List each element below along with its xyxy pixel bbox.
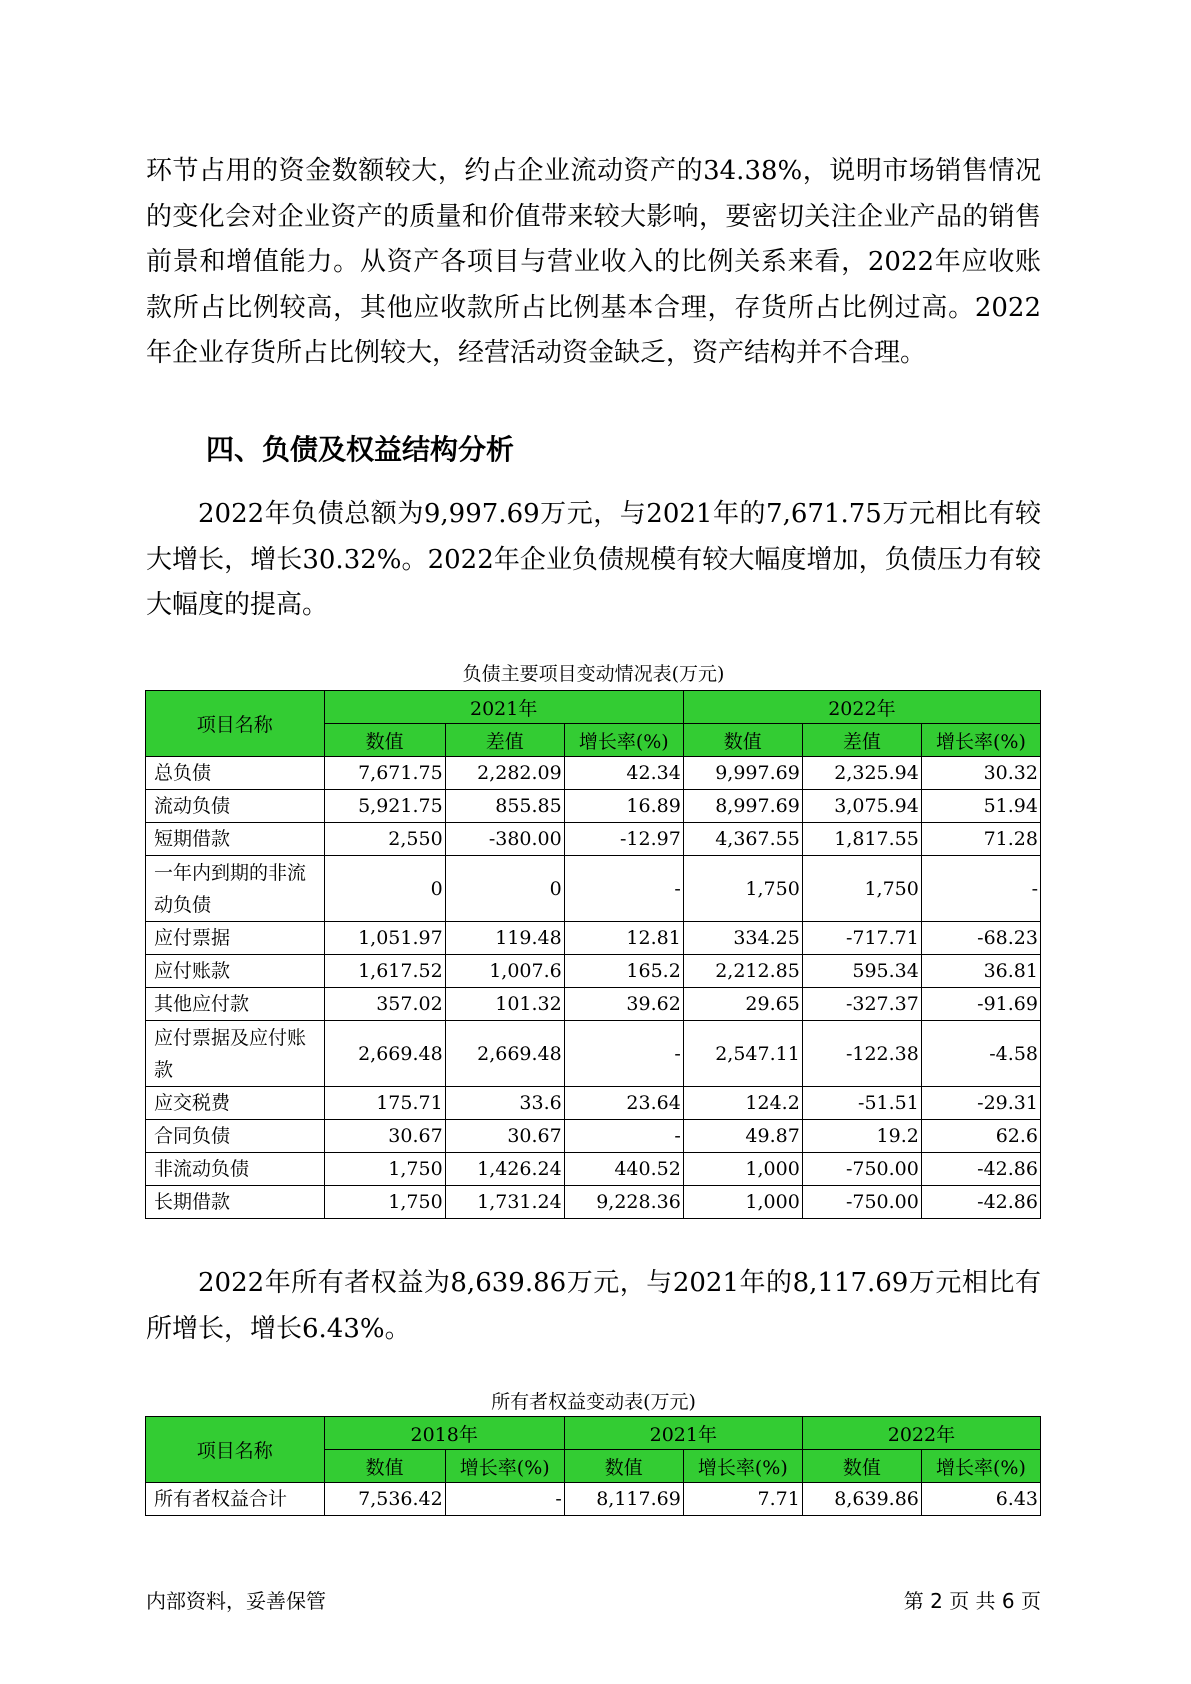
table-cell: 12.81 bbox=[564, 922, 683, 955]
table-cell: - bbox=[564, 1021, 683, 1087]
table-cell: 440.52 bbox=[564, 1153, 683, 1186]
table-cell: 2,550 bbox=[324, 823, 445, 856]
table-cell: 124.2 bbox=[683, 1087, 802, 1120]
table-row bbox=[146, 1186, 1041, 1219]
table2-subheader: 增长率(%) bbox=[921, 1450, 1040, 1483]
table-cell: - bbox=[445, 1483, 564, 1516]
table-cell: -327.37 bbox=[802, 988, 921, 1021]
table-cell: 357.02 bbox=[324, 988, 445, 1021]
table2-year-header: 2018年 bbox=[324, 1417, 564, 1450]
table-cell: 165.2 bbox=[564, 955, 683, 988]
equity-table bbox=[145, 1416, 1041, 1516]
table2-header-name: 项目名称 bbox=[146, 1417, 325, 1483]
table-cell: 1,426.24 bbox=[445, 1153, 564, 1186]
table-cell: -717.71 bbox=[802, 922, 921, 955]
row-label: 其他应付款 bbox=[146, 988, 325, 1021]
table1-subheader: 差值 bbox=[802, 724, 921, 757]
table-cell: 334.25 bbox=[683, 922, 802, 955]
table-cell: 119.48 bbox=[445, 922, 564, 955]
table-cell: - bbox=[564, 856, 683, 922]
table-row bbox=[146, 1120, 1041, 1153]
row-label: 所有者权益合计 bbox=[146, 1483, 325, 1516]
table-cell: 23.64 bbox=[564, 1087, 683, 1120]
footer-page-number: 第 2 页 共 6 页 bbox=[903, 1589, 1041, 1613]
table-cell: 1,617.52 bbox=[324, 955, 445, 988]
table-cell: 29.65 bbox=[683, 988, 802, 1021]
table-cell: 5,921.75 bbox=[324, 790, 445, 823]
table-cell: 8,639.86 bbox=[802, 1483, 921, 1516]
table-cell: 33.6 bbox=[445, 1087, 564, 1120]
table-cell: 1,007.6 bbox=[445, 955, 564, 988]
table-cell: 2,547.11 bbox=[683, 1021, 802, 1087]
table-cell: -12.97 bbox=[564, 823, 683, 856]
table-cell: 1,750 bbox=[802, 856, 921, 922]
table2-subheader: 增长率(%) bbox=[445, 1450, 564, 1483]
table-cell: 9,228.36 bbox=[564, 1186, 683, 1219]
table-cell: 30.32 bbox=[921, 757, 1040, 790]
table-cell: 3,075.94 bbox=[802, 790, 921, 823]
table2-year-header: 2022年 bbox=[802, 1417, 1040, 1450]
table-cell: 175.71 bbox=[324, 1087, 445, 1120]
table-cell: 2,212.85 bbox=[683, 955, 802, 988]
footer-confidential-note: 内部资料，妥善保管 bbox=[146, 1589, 326, 1613]
table-row bbox=[146, 1483, 1041, 1516]
table-cell: -42.86 bbox=[921, 1153, 1040, 1186]
section-heading: 四、负债及权益结构分析 bbox=[206, 433, 515, 466]
table-cell: 595.34 bbox=[802, 955, 921, 988]
table2-subheader: 数值 bbox=[564, 1450, 683, 1483]
row-label: 长期借款 bbox=[146, 1186, 325, 1219]
table-cell: 7,536.42 bbox=[324, 1483, 445, 1516]
table1-subheader: 差值 bbox=[445, 724, 564, 757]
table-cell: -51.51 bbox=[802, 1087, 921, 1120]
table2-subheader: 数值 bbox=[324, 1450, 445, 1483]
table-cell: -29.31 bbox=[921, 1087, 1040, 1120]
table-cell: 1,000 bbox=[683, 1153, 802, 1186]
table-cell: -750.00 bbox=[802, 1186, 921, 1219]
table-cell: 71.28 bbox=[921, 823, 1040, 856]
table-cell: - bbox=[564, 1120, 683, 1153]
table1-body bbox=[146, 757, 1041, 1219]
table-cell: 1,731.24 bbox=[445, 1186, 564, 1219]
table-cell: 6.43 bbox=[921, 1483, 1040, 1516]
table-cell: 855.85 bbox=[445, 790, 564, 823]
table1-header-name: 项目名称 bbox=[146, 691, 325, 757]
table-cell: 2,669.48 bbox=[324, 1021, 445, 1087]
table-row bbox=[146, 1153, 1041, 1186]
table1-subheader: 数值 bbox=[683, 724, 802, 757]
table-cell: -91.69 bbox=[921, 988, 1040, 1021]
table-cell: 9,997.69 bbox=[683, 757, 802, 790]
table-cell: -42.86 bbox=[921, 1186, 1040, 1219]
table1-year-header: 2022年 bbox=[683, 691, 1040, 724]
row-label: 应交税费 bbox=[146, 1087, 325, 1120]
table-cell: 7,671.75 bbox=[324, 757, 445, 790]
table-cell: 0 bbox=[324, 856, 445, 922]
table-cell: 8,117.69 bbox=[564, 1483, 683, 1516]
table-cell: - bbox=[921, 856, 1040, 922]
table-cell: 101.32 bbox=[445, 988, 564, 1021]
table-cell: 7.71 bbox=[683, 1483, 802, 1516]
table2-caption: 所有者权益变动表(万元) bbox=[491, 1391, 696, 1413]
table2-year-header: 2021年 bbox=[564, 1417, 802, 1450]
table-cell: -4.58 bbox=[921, 1021, 1040, 1087]
table-row bbox=[146, 988, 1041, 1021]
table-cell: 36.81 bbox=[921, 955, 1040, 988]
row-label: 合同负债 bbox=[146, 1120, 325, 1153]
table-cell: 1,750 bbox=[324, 1153, 445, 1186]
paragraph-liabilities: 2022年负债总额为9,997.69万元，与2021年的7,671.75万元相比有较大增长，增长30.32%。2022年企业负债规模有较大幅度增加，负债压力有较大幅度的提高。 bbox=[146, 499, 1041, 620]
table-cell: 49.87 bbox=[683, 1120, 802, 1153]
table-cell: 16.89 bbox=[564, 790, 683, 823]
row-label: 短期借款 bbox=[146, 823, 325, 856]
table-cell: 1,817.55 bbox=[802, 823, 921, 856]
table-row bbox=[146, 757, 1041, 790]
table-cell: 1,000 bbox=[683, 1186, 802, 1219]
row-label: 总负债 bbox=[146, 757, 325, 790]
table-cell: 39.62 bbox=[564, 988, 683, 1021]
table-cell: -68.23 bbox=[921, 922, 1040, 955]
table-cell: 62.6 bbox=[921, 1120, 1040, 1153]
table-row bbox=[146, 955, 1041, 988]
row-label: 非流动负债 bbox=[146, 1153, 325, 1186]
table-cell: 0 bbox=[445, 856, 564, 922]
table-row bbox=[146, 856, 1041, 922]
table-cell: 4,367.55 bbox=[683, 823, 802, 856]
table-row bbox=[146, 1021, 1041, 1087]
table1-caption: 负债主要项目变动情况表(万元) bbox=[462, 663, 725, 685]
table1-subheader: 增长率(%) bbox=[921, 724, 1040, 757]
table-cell: 2,282.09 bbox=[445, 757, 564, 790]
table-cell: 2,669.48 bbox=[445, 1021, 564, 1087]
table-cell: 30.67 bbox=[324, 1120, 445, 1153]
table2-subheader: 数值 bbox=[802, 1450, 921, 1483]
table-row bbox=[146, 922, 1041, 955]
table2-body bbox=[146, 1483, 1041, 1516]
row-label: 流动负债 bbox=[146, 790, 325, 823]
table-cell: 2,325.94 bbox=[802, 757, 921, 790]
table-cell: -380.00 bbox=[445, 823, 564, 856]
table1-year-header: 2021年 bbox=[324, 691, 683, 724]
row-label: 一年内到期的非流动负债 bbox=[146, 856, 325, 922]
table-cell: 51.94 bbox=[921, 790, 1040, 823]
row-label: 应付账款 bbox=[146, 955, 325, 988]
paragraph-equity: 2022年所有者权益为8,639.86万元，与2021年的8,117.69万元相比有所增长，增长6.43%。 bbox=[146, 1268, 1041, 1344]
table1-subheader: 增长率(%) bbox=[564, 724, 683, 757]
row-label: 应付票据及应付账款 bbox=[146, 1021, 325, 1087]
table-row bbox=[146, 823, 1041, 856]
table-cell: 8,997.69 bbox=[683, 790, 802, 823]
table-cell: -122.38 bbox=[802, 1021, 921, 1087]
paragraph-asset-structure: 环节占用的资金数额较大，约占企业流动资产的34.38%，说明市场销售情况的变化会对企业资产的质量和价值带来较大影响，要密切关注企业产品的销售前景和增值能力。从资产各项目与营业收入的比例关系来看，2022年应收账款所占比例较高，其他应收款所占比例基本合理，存货所占比例过高。2022年企业存货所占比例较大，经营活动资金缺乏，资产结构并不合理。 bbox=[146, 156, 1041, 368]
table-row bbox=[146, 790, 1041, 823]
table-cell: 19.2 bbox=[802, 1120, 921, 1153]
liabilities-table bbox=[145, 690, 1041, 1219]
table-cell: 42.34 bbox=[564, 757, 683, 790]
table-cell: 1,750 bbox=[324, 1186, 445, 1219]
table2-subheader: 增长率(%) bbox=[683, 1450, 802, 1483]
table-cell: 1,051.97 bbox=[324, 922, 445, 955]
table-row bbox=[146, 1087, 1041, 1120]
row-label: 应付票据 bbox=[146, 922, 325, 955]
table-cell: 1,750 bbox=[683, 856, 802, 922]
table-cell: -750.00 bbox=[802, 1153, 921, 1186]
table1-subheader: 数值 bbox=[324, 724, 445, 757]
table-cell: 30.67 bbox=[445, 1120, 564, 1153]
